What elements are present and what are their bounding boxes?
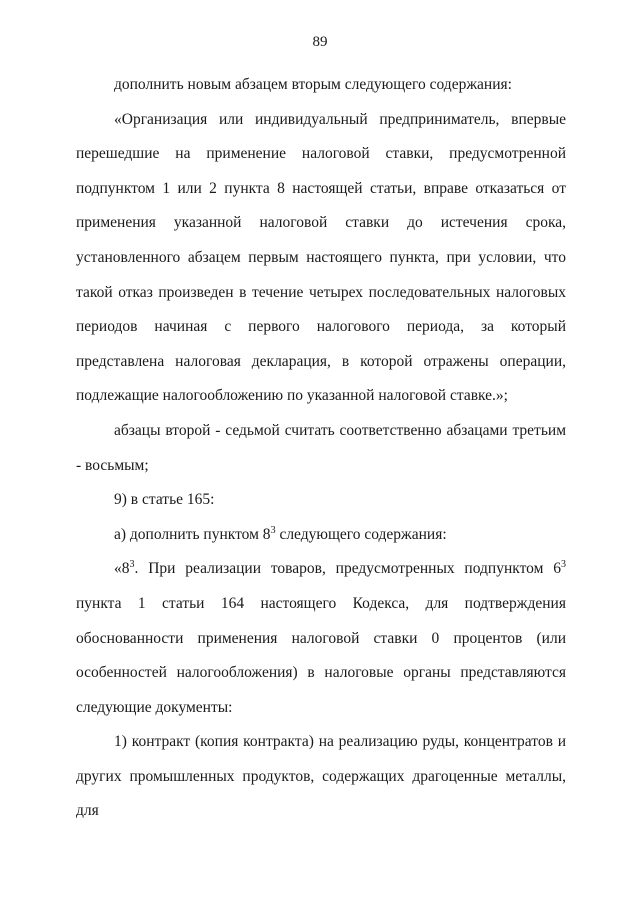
- paragraph-add-point: [76, 518, 566, 553]
- superscript: 3: [561, 559, 566, 571]
- text-fragment: пункта 1 статьи 164 настоящего Кодекса, для подтверждения обоснованности применения налоговой ставки 0 процентов (или особенностей налогообложения) в налоговые органы представляются следующие документы:: [76, 594, 566, 716]
- text-fragment: а) дополнить пунктом 8: [114, 525, 271, 543]
- superscript: 3: [270, 524, 276, 536]
- text-fragment: . При реализации товаров, предусмотренных подпунктом 6: [134, 560, 561, 578]
- paragraph-renumber: абзацы второй - седьмой считать соответственно абзацами третьим - восьмым;: [76, 421, 566, 474]
- paragraph-quote-new-abzac: «Организация или индивидуальный предприниматель, впервые перешедшие на применение налоговой ставки, предусмотренной подпунктом 1 или 2 пункта 8 настоящей статьи, вправе отказаться от применения указанной налоговой ставки до истечения срока, установленного абзацем первым настоящего пункта, при условии, что такой отказ произведен в течение четырех последовательных налоговых периодов начиная с первого налогового периода, за который представлена налоговая декларация, в которой отражены операции, подлежащие налогообложению по указанной налоговой ставке.»;: [76, 110, 566, 405]
- document-body: [76, 68, 566, 829]
- text-fragment: следующего содержания:: [275, 525, 447, 543]
- paragraph-contract: 1) контракт (копия контракта) на реализацию руды, концентратов и других промышленных продуктов, содержащих драгоценные металлы, для: [76, 733, 566, 820]
- page-number: 89: [312, 34, 328, 50]
- text-fragment: «8: [114, 560, 130, 578]
- paragraph-point-8-3: [76, 552, 566, 725]
- superscript: 3: [129, 559, 135, 571]
- paragraph-intro: дополнить новым абзацем вторым следующего содержания:: [114, 76, 512, 93]
- paragraph-article-165: 9) в статье 165:: [114, 491, 215, 509]
